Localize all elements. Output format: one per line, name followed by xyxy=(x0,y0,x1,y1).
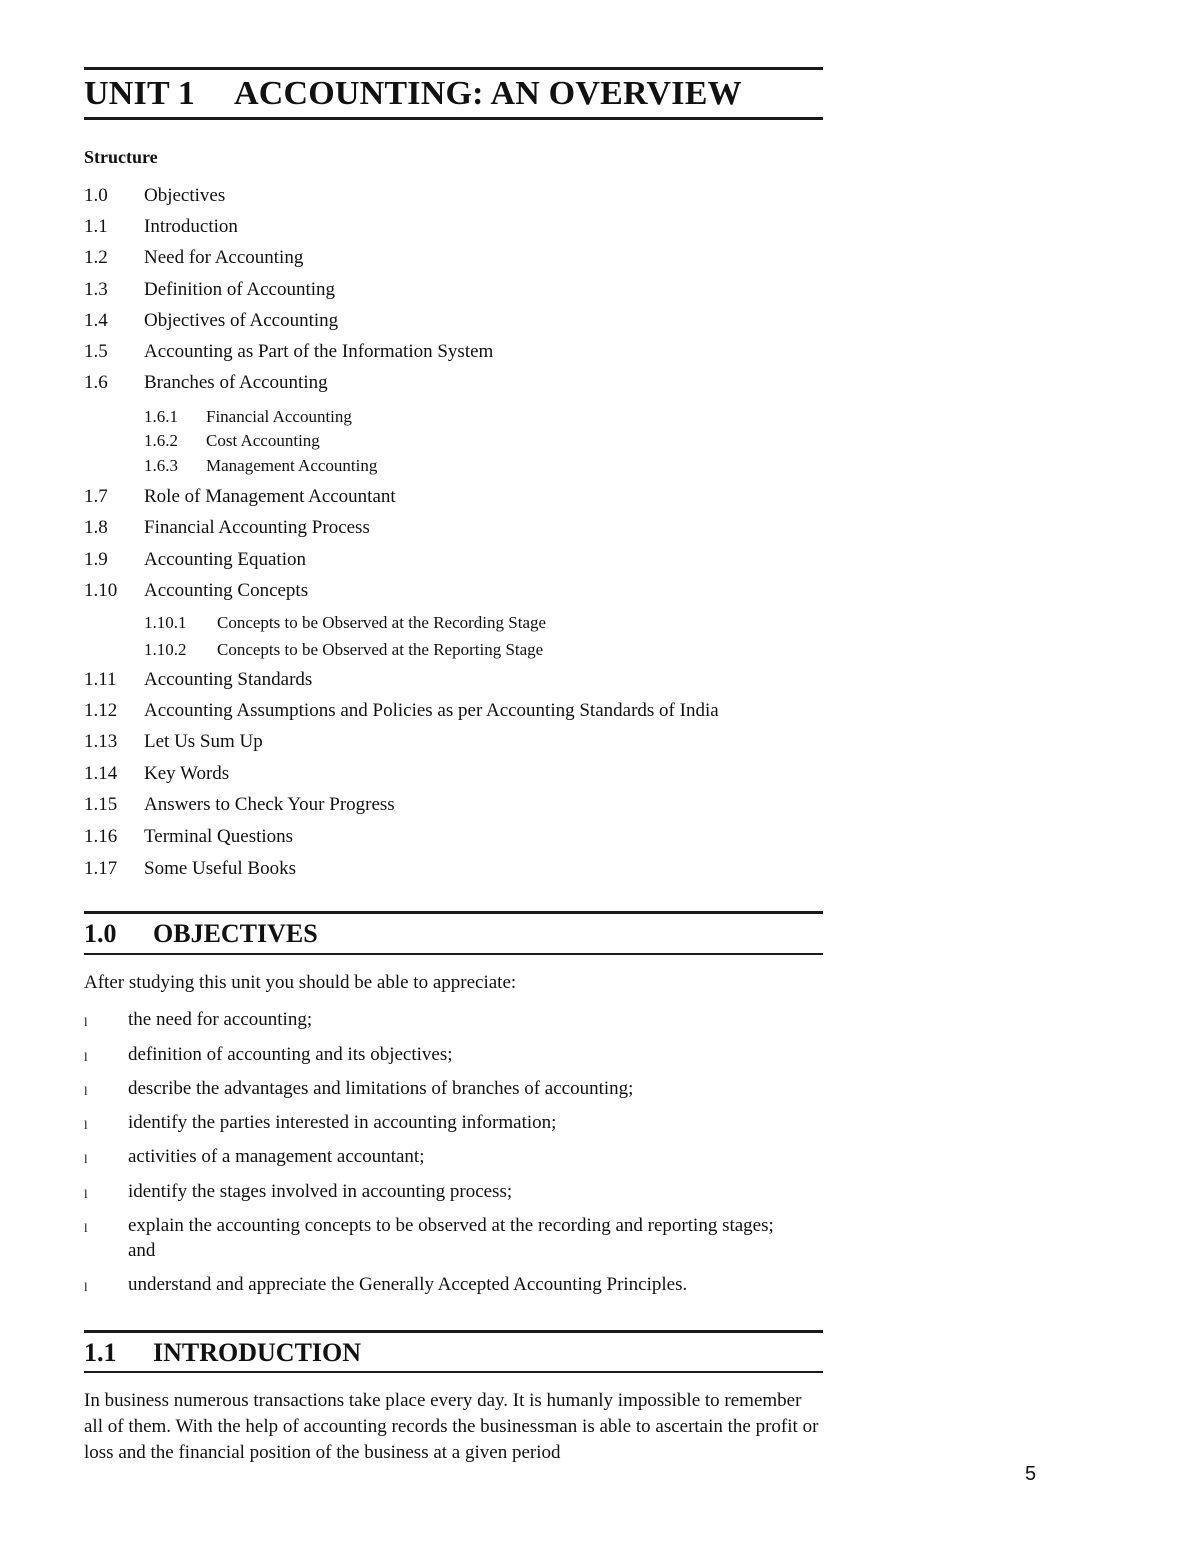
list-item xyxy=(84,1076,823,1101)
toc-subitem-number: 1.6.3 xyxy=(144,456,178,475)
bullet-mark: l xyxy=(84,1186,88,1201)
bullet-mark: l xyxy=(84,1117,88,1132)
toc-item-number: 1.15 xyxy=(84,794,118,815)
toc-subitem-title: Financial Accounting xyxy=(206,407,352,426)
toc-item-title: Accounting Concepts xyxy=(144,580,309,601)
toc-item-number: 1.3 xyxy=(84,279,108,300)
objectives-intro: After studying this unit you should be able to appreciate: xyxy=(84,972,517,993)
unit-number: UNIT 1 xyxy=(84,75,196,112)
toc-item-number: 1.5 xyxy=(84,341,108,362)
toc-item-title: Accounting Equation xyxy=(144,549,306,570)
list-item-text: explain the accounting concepts to be observed at the recording and reporting stages; and xyxy=(128,1215,774,1261)
toc-item-number: 1.14 xyxy=(84,763,118,784)
list-item xyxy=(84,1272,823,1297)
introduction-bottom-rule xyxy=(84,1371,823,1373)
toc-item-title: Need for Accounting xyxy=(144,247,304,268)
introduction-top-rule xyxy=(84,1330,823,1333)
toc-item-title: Financial Accounting Process xyxy=(144,517,370,538)
toc-item-title: Let Us Sum Up xyxy=(144,731,263,752)
list-item-text: activities of a management accountant; xyxy=(128,1146,425,1167)
page-number: 5 xyxy=(1025,1463,1037,1485)
toc-subitem-title: Cost Accounting xyxy=(206,431,320,450)
structure-label: Structure xyxy=(84,147,158,167)
list-item xyxy=(84,1110,823,1135)
toc-item-number: 1.13 xyxy=(84,731,118,752)
objectives-bottom-rule xyxy=(84,953,823,955)
list-item-text: the need for accounting; xyxy=(128,1009,313,1030)
toc-item-title: Objectives of Accounting xyxy=(144,310,339,331)
toc-item-title: Accounting Assumptions and Policies as per Accounting Standards of India xyxy=(144,700,719,721)
section-number: 1.1 xyxy=(84,1338,117,1367)
list-item-text: describe the advantages and limitations of branches of accounting; xyxy=(128,1078,634,1099)
top-rule xyxy=(84,67,823,70)
list-item xyxy=(84,1007,823,1032)
section-title: INTRODUCTION xyxy=(153,1338,362,1367)
list-item xyxy=(84,1042,823,1067)
toc-item-number: 1.12 xyxy=(84,700,118,721)
unit-title xyxy=(84,74,742,114)
toc-item-number: 1.7 xyxy=(84,486,108,507)
toc-item-title: Answers to Check Your Progress xyxy=(144,794,395,815)
list-item-text: identify the stages involved in accounting process; xyxy=(128,1181,513,1202)
list-item-text: definition of accounting and its objectives; xyxy=(128,1044,453,1065)
toc-item-title: Terminal Questions xyxy=(144,826,294,847)
toc-item-number: 1.11 xyxy=(84,669,117,690)
toc-item-title: Role of Management Accountant xyxy=(144,486,396,507)
title-underline-rule xyxy=(84,117,823,120)
toc-subitem-number: 1.6.2 xyxy=(144,431,178,450)
toc-item-title: Objectives xyxy=(144,185,226,206)
bullet-mark: l xyxy=(84,1049,88,1064)
objectives-top-rule xyxy=(84,911,823,914)
toc-item-title: Accounting as Part of the Information System xyxy=(144,341,494,362)
bullet-mark: l xyxy=(84,1279,88,1294)
toc-subitem-number: 1.10.2 xyxy=(144,640,187,659)
toc-item-title: Some Useful Books xyxy=(144,858,296,879)
bullet-mark: l xyxy=(84,1151,88,1166)
toc-subitem-title: Concepts to be Observed at the Recording Stage xyxy=(217,613,547,632)
bullet-mark: l xyxy=(84,1083,88,1098)
document-page xyxy=(84,0,824,1553)
toc-item-number: 1.9 xyxy=(84,549,108,570)
toc-item-number: 1.4 xyxy=(84,310,108,331)
toc-item-number: 1.17 xyxy=(84,858,118,879)
toc-subitem-number: 1.6.1 xyxy=(144,407,178,426)
toc-item-title: Accounting Standards xyxy=(144,669,313,690)
toc-item-title: Definition of Accounting xyxy=(144,279,336,300)
toc-item-number: 1.16 xyxy=(84,826,118,847)
toc-item-number: 1.0 xyxy=(84,185,108,206)
section-number: 1.0 xyxy=(84,919,117,948)
bullet-mark: l xyxy=(84,1220,88,1235)
list-item-text: understand and appreciate the Generally Accepted Accounting Principles. xyxy=(128,1274,688,1295)
toc-item-title: Key Words xyxy=(144,763,230,784)
unit-title-text: ACCOUNTING: AN OVERVIEW xyxy=(234,75,742,112)
bullet-mark: l xyxy=(84,1014,88,1029)
list-item xyxy=(84,1179,823,1204)
list-item xyxy=(84,1213,823,1263)
toc-item-title: Branches of Accounting xyxy=(144,372,328,393)
toc-subitem-number: 1.10.1 xyxy=(144,613,187,632)
list-item xyxy=(84,1144,823,1169)
list-item-text: identify the parties interested in accounting information; xyxy=(128,1112,557,1133)
toc-subitem-title: Concepts to be Observed at the Reporting Stage xyxy=(217,640,544,659)
toc-item-number: 1.6 xyxy=(84,372,108,393)
toc-item-number: 1.1 xyxy=(84,216,108,237)
toc-subitem-title: Management Accounting xyxy=(206,456,378,475)
introduction-paragraph: In business numerous transactions take place every day. It is humanly impossible to remember all of them. With the help of accounting records the businessman is able to ascertain the profit or loss and the financial position of the business at a given period xyxy=(84,1390,819,1463)
toc-item-number: 1.2 xyxy=(84,247,108,268)
toc-item-title: Introduction xyxy=(144,216,238,237)
section-title: OBJECTIVES xyxy=(153,919,318,948)
toc-item-number: 1.8 xyxy=(84,517,108,538)
toc-item-number: 1.10 xyxy=(84,580,118,601)
